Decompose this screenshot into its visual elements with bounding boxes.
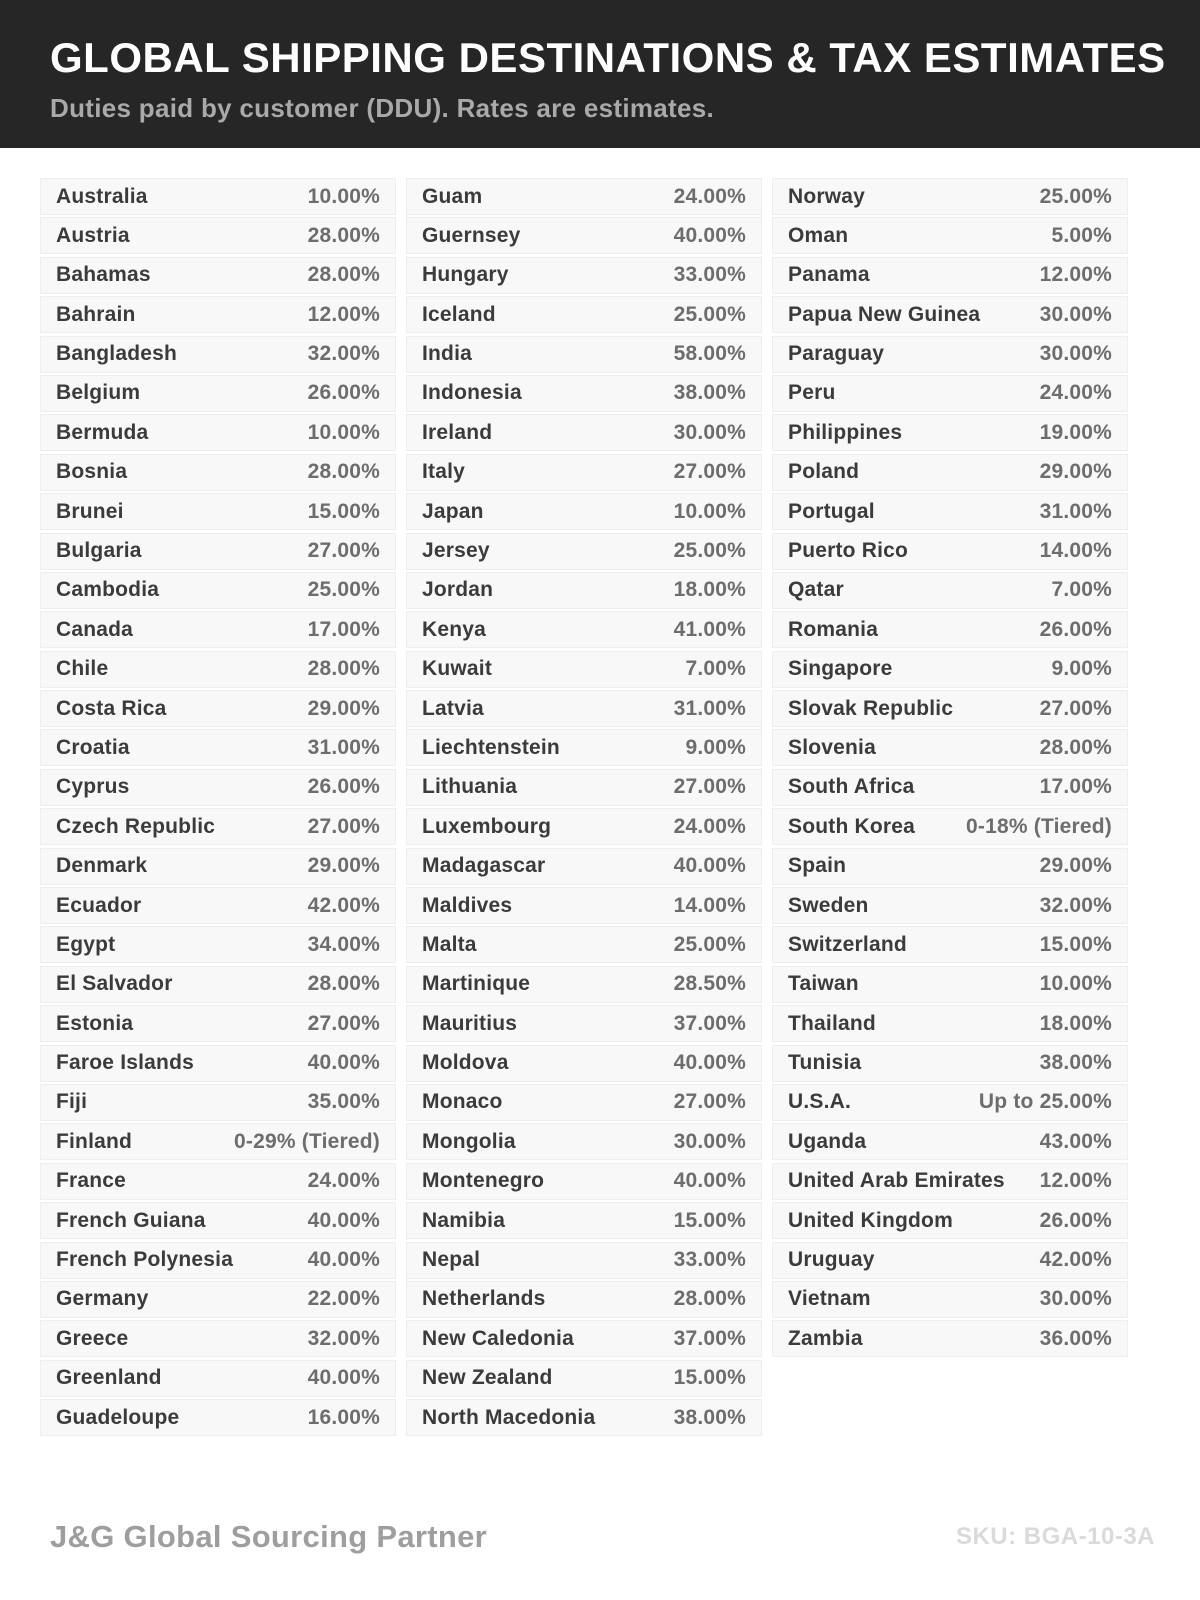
tax-rate: 25.00%	[1039, 184, 1112, 208]
country-name: French Polynesia	[56, 1248, 234, 1272]
tax-rate: 33.00%	[673, 1248, 746, 1272]
tax-rate: 26.00%	[1039, 1208, 1112, 1232]
tax-rate: 42.00%	[1039, 1248, 1112, 1272]
table-row	[406, 1399, 762, 1436]
country-name: Romania	[788, 617, 879, 641]
country-name: Norway	[788, 184, 866, 208]
tax-rate: 31.00%	[673, 696, 746, 720]
country-name: Nepal	[422, 1248, 481, 1272]
brand-name: J&G Global Sourcing Partner	[50, 1519, 488, 1554]
tax-rate: 32.00%	[307, 1326, 380, 1350]
tax-rate: 29.00%	[307, 696, 380, 720]
tax-rate: 10.00%	[1039, 972, 1112, 996]
country-name: Greece	[56, 1326, 129, 1350]
table-row	[406, 1163, 762, 1200]
country-name: Fiji	[56, 1090, 88, 1114]
table-row	[772, 848, 1128, 885]
tax-rate: 38.00%	[1039, 1051, 1112, 1075]
country-name: India	[422, 342, 473, 366]
page-title: GLOBAL SHIPPING DESTINATIONS & TAX ESTIMATES	[50, 34, 1166, 81]
table-row	[772, 1281, 1128, 1318]
tax-rate: 14.00%	[1039, 539, 1112, 563]
table-row	[406, 336, 762, 373]
table-row	[40, 296, 396, 333]
country-name: Czech Republic	[56, 814, 216, 838]
tax-rate: 37.00%	[673, 1011, 746, 1035]
table-row	[406, 611, 762, 648]
table-row	[772, 336, 1128, 373]
table-row	[40, 1320, 396, 1357]
tax-rate: 15.00%	[307, 499, 380, 523]
country-name: Australia	[56, 184, 148, 208]
country-name: United Arab Emirates	[788, 1169, 1005, 1193]
table-row	[40, 217, 396, 254]
tax-rate: 19.00%	[1039, 420, 1112, 444]
country-name: Montenegro	[422, 1169, 545, 1193]
table-row	[772, 572, 1128, 609]
country-name: Malta	[422, 932, 477, 956]
table-row	[40, 1045, 396, 1082]
tax-rate: 15.00%	[673, 1208, 746, 1232]
tax-rate: 25.00%	[673, 302, 746, 326]
table-row	[40, 808, 396, 845]
tax-rate: 0-18% (Tiered)	[966, 814, 1112, 838]
table-row	[40, 1242, 396, 1279]
tax-rate: 10.00%	[307, 184, 380, 208]
tax-rate: 28.00%	[1039, 735, 1112, 759]
country-name: Ireland	[422, 420, 493, 444]
country-name: Singapore	[788, 657, 893, 681]
table-row	[772, 1045, 1128, 1082]
tax-rate: 38.00%	[673, 1405, 746, 1429]
tax-rate: 26.00%	[307, 381, 380, 405]
country-name: Liechtenstein	[422, 735, 560, 759]
tax-rate: 30.00%	[1039, 1287, 1112, 1311]
tax-rate: 43.00%	[1039, 1129, 1112, 1153]
tax-rate: 40.00%	[673, 1169, 746, 1193]
tax-rate: 10.00%	[307, 420, 380, 444]
country-name: Mongolia	[422, 1129, 516, 1153]
country-name: Poland	[788, 460, 860, 484]
country-name: Guadeloupe	[56, 1405, 180, 1429]
tax-rate: 28.00%	[307, 657, 380, 681]
country-name: New Caledonia	[422, 1326, 574, 1350]
country-name: Germany	[56, 1287, 149, 1311]
tax-rate: 27.00%	[307, 1011, 380, 1035]
table-row	[772, 178, 1128, 215]
table-row	[772, 414, 1128, 451]
table-row	[772, 1123, 1128, 1160]
tax-rate: 35.00%	[307, 1090, 380, 1114]
country-name: U.S.A.	[788, 1090, 852, 1114]
table-row	[406, 1242, 762, 1279]
country-name: Zambia	[788, 1326, 863, 1350]
country-name: Spain	[788, 854, 847, 878]
table-row	[40, 493, 396, 530]
tax-rate: 27.00%	[307, 539, 380, 563]
country-name: Latvia	[422, 696, 484, 720]
tax-rate: 27.00%	[673, 460, 746, 484]
table-row	[406, 1360, 762, 1397]
country-name: Switzerland	[788, 932, 907, 956]
tax-rate: 7.00%	[1051, 578, 1112, 602]
tax-rate: 40.00%	[307, 1208, 380, 1232]
table-row	[772, 217, 1128, 254]
country-name: Croatia	[56, 735, 130, 759]
table-row	[40, 1084, 396, 1121]
tax-rate: 16.00%	[307, 1405, 380, 1429]
table-row	[772, 690, 1128, 727]
country-name: Madagascar	[422, 854, 546, 878]
table-column-3	[772, 178, 1128, 1360]
table-row	[772, 887, 1128, 924]
tax-rate: 5.00%	[1051, 223, 1112, 247]
table-row	[772, 1202, 1128, 1239]
country-name: Bahrain	[56, 302, 136, 326]
page-header	[0, 0, 1200, 148]
table-row	[40, 651, 396, 688]
country-name: Panama	[788, 263, 870, 287]
country-name: Philippines	[788, 420, 903, 444]
country-name: North Macedonia	[422, 1405, 596, 1429]
tax-rate: 40.00%	[673, 1051, 746, 1075]
country-name: French Guiana	[56, 1208, 206, 1232]
country-name: Slovenia	[788, 735, 876, 759]
table-row	[40, 1202, 396, 1239]
country-name: Guam	[422, 184, 483, 208]
table-row	[406, 533, 762, 570]
country-name: Uganda	[788, 1129, 867, 1153]
table-row	[40, 1005, 396, 1042]
country-name: Slovak Republic	[788, 696, 954, 720]
tax-rate: 24.00%	[1039, 381, 1112, 405]
table-row	[772, 966, 1128, 1003]
table-row	[406, 1045, 762, 1082]
country-name: Taiwan	[788, 972, 859, 996]
table-row	[40, 690, 396, 727]
tax-rate: 0-29% (Tiered)	[234, 1129, 380, 1153]
tax-rate: 36.00%	[1039, 1326, 1112, 1350]
tax-rate: 40.00%	[307, 1051, 380, 1075]
tax-rate: 26.00%	[1039, 617, 1112, 641]
country-name: Portugal	[788, 499, 875, 523]
tax-rate: 40.00%	[307, 1366, 380, 1390]
country-name: Egypt	[56, 932, 116, 956]
tax-rate: 37.00%	[673, 1326, 746, 1350]
table-row	[40, 1123, 396, 1160]
tax-rate: 28.00%	[307, 972, 380, 996]
country-name: Bahamas	[56, 263, 151, 287]
table-row	[40, 1399, 396, 1436]
country-name: Peru	[788, 381, 836, 405]
table-row	[406, 1202, 762, 1239]
table-row	[772, 611, 1128, 648]
country-name: Jersey	[422, 539, 490, 563]
table-row	[406, 493, 762, 530]
table-row	[772, 296, 1128, 333]
country-name: Cyprus	[56, 775, 130, 799]
country-name: Mauritius	[422, 1011, 518, 1035]
table-row	[772, 651, 1128, 688]
country-name: Estonia	[56, 1011, 134, 1035]
country-name: Moldova	[422, 1051, 509, 1075]
sku-label: SKU: BGA-10-3A	[955, 1523, 1155, 1550]
country-name: Japan	[422, 499, 484, 523]
table-row	[40, 926, 396, 963]
table-row	[772, 1005, 1128, 1042]
country-name: Chile	[56, 657, 109, 681]
tax-rate: 41.00%	[673, 617, 746, 641]
table-row	[40, 257, 396, 294]
tax-rate: 30.00%	[1039, 302, 1112, 326]
country-name: Brunei	[56, 499, 124, 523]
table-row	[772, 729, 1128, 766]
table-row	[40, 533, 396, 570]
tax-rate: 42.00%	[307, 893, 380, 917]
tax-rate: 28.00%	[307, 263, 380, 287]
country-name: Martinique	[422, 972, 531, 996]
tax-rate: 30.00%	[673, 420, 746, 444]
table-row	[406, 296, 762, 333]
table-row	[406, 1005, 762, 1042]
country-name: South Africa	[788, 775, 915, 799]
country-name: Costa Rica	[56, 696, 167, 720]
table-row	[40, 178, 396, 215]
country-name: Qatar	[788, 578, 844, 602]
tax-rate: 34.00%	[307, 932, 380, 956]
tax-rate: 27.00%	[307, 814, 380, 838]
tax-rate: 29.00%	[1039, 460, 1112, 484]
table-row	[40, 887, 396, 924]
country-name: Cambodia	[56, 578, 160, 602]
table-row	[406, 217, 762, 254]
table-row	[40, 336, 396, 373]
table-row	[40, 729, 396, 766]
table-row	[406, 1281, 762, 1318]
country-name: Faroe Islands	[56, 1051, 194, 1075]
country-name: Austria	[56, 223, 130, 247]
table-row	[406, 651, 762, 688]
country-name: Jordan	[422, 578, 494, 602]
tax-rate: 18.00%	[673, 578, 746, 602]
table-row	[406, 769, 762, 806]
tax-rate: 25.00%	[673, 932, 746, 956]
table-row	[40, 966, 396, 1003]
tax-rate: 22.00%	[307, 1287, 380, 1311]
country-name: Bermuda	[56, 420, 149, 444]
table-row	[772, 926, 1128, 963]
country-name: Kenya	[422, 617, 487, 641]
table-row	[406, 257, 762, 294]
country-name: Vietnam	[788, 1287, 871, 1311]
country-name: Oman	[788, 223, 849, 247]
tax-rate: 14.00%	[673, 893, 746, 917]
country-name: Maldives	[422, 893, 513, 917]
table-row	[772, 1242, 1128, 1279]
tax-rate: 12.00%	[1039, 263, 1112, 287]
tax-rate: 9.00%	[1051, 657, 1112, 681]
tax-rate: 15.00%	[1039, 932, 1112, 956]
table-row	[40, 848, 396, 885]
country-name: Italy	[422, 460, 466, 484]
country-name: United Kingdom	[788, 1208, 953, 1232]
tax-rate: 7.00%	[685, 657, 746, 681]
tax-rate: 28.00%	[307, 223, 380, 247]
tax-rate: 29.00%	[307, 854, 380, 878]
table-row	[406, 926, 762, 963]
table-row	[772, 808, 1128, 845]
table-row	[40, 414, 396, 451]
table-column-2	[406, 178, 762, 1439]
table-row	[406, 375, 762, 412]
tax-rate: 30.00%	[673, 1129, 746, 1153]
country-name: Paraguay	[788, 342, 885, 366]
table-row	[772, 1320, 1128, 1357]
country-name: Canada	[56, 617, 134, 641]
country-name: New Zealand	[422, 1366, 553, 1390]
table-row	[406, 966, 762, 1003]
table-row	[772, 1084, 1128, 1121]
table-row	[406, 887, 762, 924]
country-name: South Korea	[788, 814, 916, 838]
tax-rate: 10.00%	[673, 499, 746, 523]
tax-rate: 24.00%	[673, 814, 746, 838]
tax-rate: 27.00%	[673, 775, 746, 799]
table-row	[406, 1320, 762, 1357]
table-row	[772, 257, 1128, 294]
country-name: France	[56, 1169, 127, 1193]
country-name: Kuwait	[422, 657, 493, 681]
tax-rate: 27.00%	[1039, 696, 1112, 720]
country-name: Bulgaria	[56, 539, 142, 563]
tax-rate: 40.00%	[673, 223, 746, 247]
tax-rate: 38.00%	[673, 381, 746, 405]
page-footer	[50, 1519, 1155, 1555]
tax-rate: 31.00%	[1039, 499, 1112, 523]
tax-rate: Up to 25.00%	[978, 1090, 1112, 1114]
country-name: Greenland	[56, 1366, 162, 1390]
tax-rate: 33.00%	[673, 263, 746, 287]
table-row	[406, 1084, 762, 1121]
tax-rate: 58.00%	[673, 342, 746, 366]
page-subtitle: Duties paid by customer (DDU). Rates are estimates.	[50, 93, 715, 124]
tax-rate: 12.00%	[307, 302, 380, 326]
country-name: Luxembourg	[422, 814, 552, 838]
country-name: Puerto Rico	[788, 539, 909, 563]
country-name: Belgium	[56, 381, 141, 405]
table-row	[40, 1281, 396, 1318]
tax-rate: 28.00%	[673, 1287, 746, 1311]
table-row	[406, 729, 762, 766]
tax-rate: 15.00%	[673, 1366, 746, 1390]
tax-rate: 25.00%	[673, 539, 746, 563]
tax-rate: 12.00%	[1039, 1169, 1112, 1193]
table-row	[772, 493, 1128, 530]
country-name: Finland	[56, 1129, 133, 1153]
table-row	[406, 808, 762, 845]
table-row	[40, 454, 396, 491]
tax-rate: 32.00%	[307, 342, 380, 366]
tax-rate: 9.00%	[685, 735, 746, 759]
table-row	[406, 414, 762, 451]
tax-rate: 17.00%	[307, 617, 380, 641]
country-name: Lithuania	[422, 775, 518, 799]
table-row	[406, 1123, 762, 1160]
tax-rate: 28.00%	[307, 460, 380, 484]
tax-rate: 30.00%	[1039, 342, 1112, 366]
country-name: Iceland	[422, 302, 496, 326]
table-row	[406, 572, 762, 609]
table-row	[772, 769, 1128, 806]
tax-rate-table	[40, 178, 1200, 1439]
tax-rate: 24.00%	[307, 1169, 380, 1193]
tax-rate: 17.00%	[1039, 775, 1112, 799]
table-row	[772, 375, 1128, 412]
tax-rate: 18.00%	[1039, 1011, 1112, 1035]
tax-rate: 28.50%	[673, 972, 746, 996]
country-name: Uruguay	[788, 1248, 875, 1272]
tax-rate: 24.00%	[673, 184, 746, 208]
table-row	[772, 1163, 1128, 1200]
table-row	[40, 611, 396, 648]
table-row	[406, 178, 762, 215]
country-name: Thailand	[788, 1011, 876, 1035]
tax-rate: 26.00%	[307, 775, 380, 799]
table-row	[406, 690, 762, 727]
table-row	[40, 572, 396, 609]
table-row	[40, 375, 396, 412]
country-name: Bosnia	[56, 460, 128, 484]
table-row	[772, 454, 1128, 491]
country-name: Guernsey	[422, 223, 521, 247]
table-row	[40, 1163, 396, 1200]
table-column-1	[40, 178, 396, 1439]
country-name: Denmark	[56, 854, 148, 878]
country-name: Tunisia	[788, 1051, 862, 1075]
table-row	[406, 454, 762, 491]
table-row	[40, 769, 396, 806]
country-name: Hungary	[422, 263, 509, 287]
tax-rate: 29.00%	[1039, 854, 1112, 878]
country-name: Netherlands	[422, 1287, 546, 1311]
country-name: Monaco	[422, 1090, 503, 1114]
country-name: Ecuador	[56, 893, 142, 917]
country-name: Indonesia	[422, 381, 522, 405]
country-name: Bangladesh	[56, 342, 178, 366]
country-name: Sweden	[788, 893, 869, 917]
country-name: Namibia	[422, 1208, 506, 1232]
table-row	[406, 848, 762, 885]
tax-rate: 31.00%	[307, 735, 380, 759]
country-name: El Salvador	[56, 972, 173, 996]
country-name: Papua New Guinea	[788, 302, 981, 326]
table-row	[772, 533, 1128, 570]
tax-rate: 27.00%	[673, 1090, 746, 1114]
tax-rate: 25.00%	[307, 578, 380, 602]
tax-rate: 40.00%	[673, 854, 746, 878]
tax-rate: 40.00%	[307, 1248, 380, 1272]
tax-rate: 32.00%	[1039, 893, 1112, 917]
table-row	[40, 1360, 396, 1397]
